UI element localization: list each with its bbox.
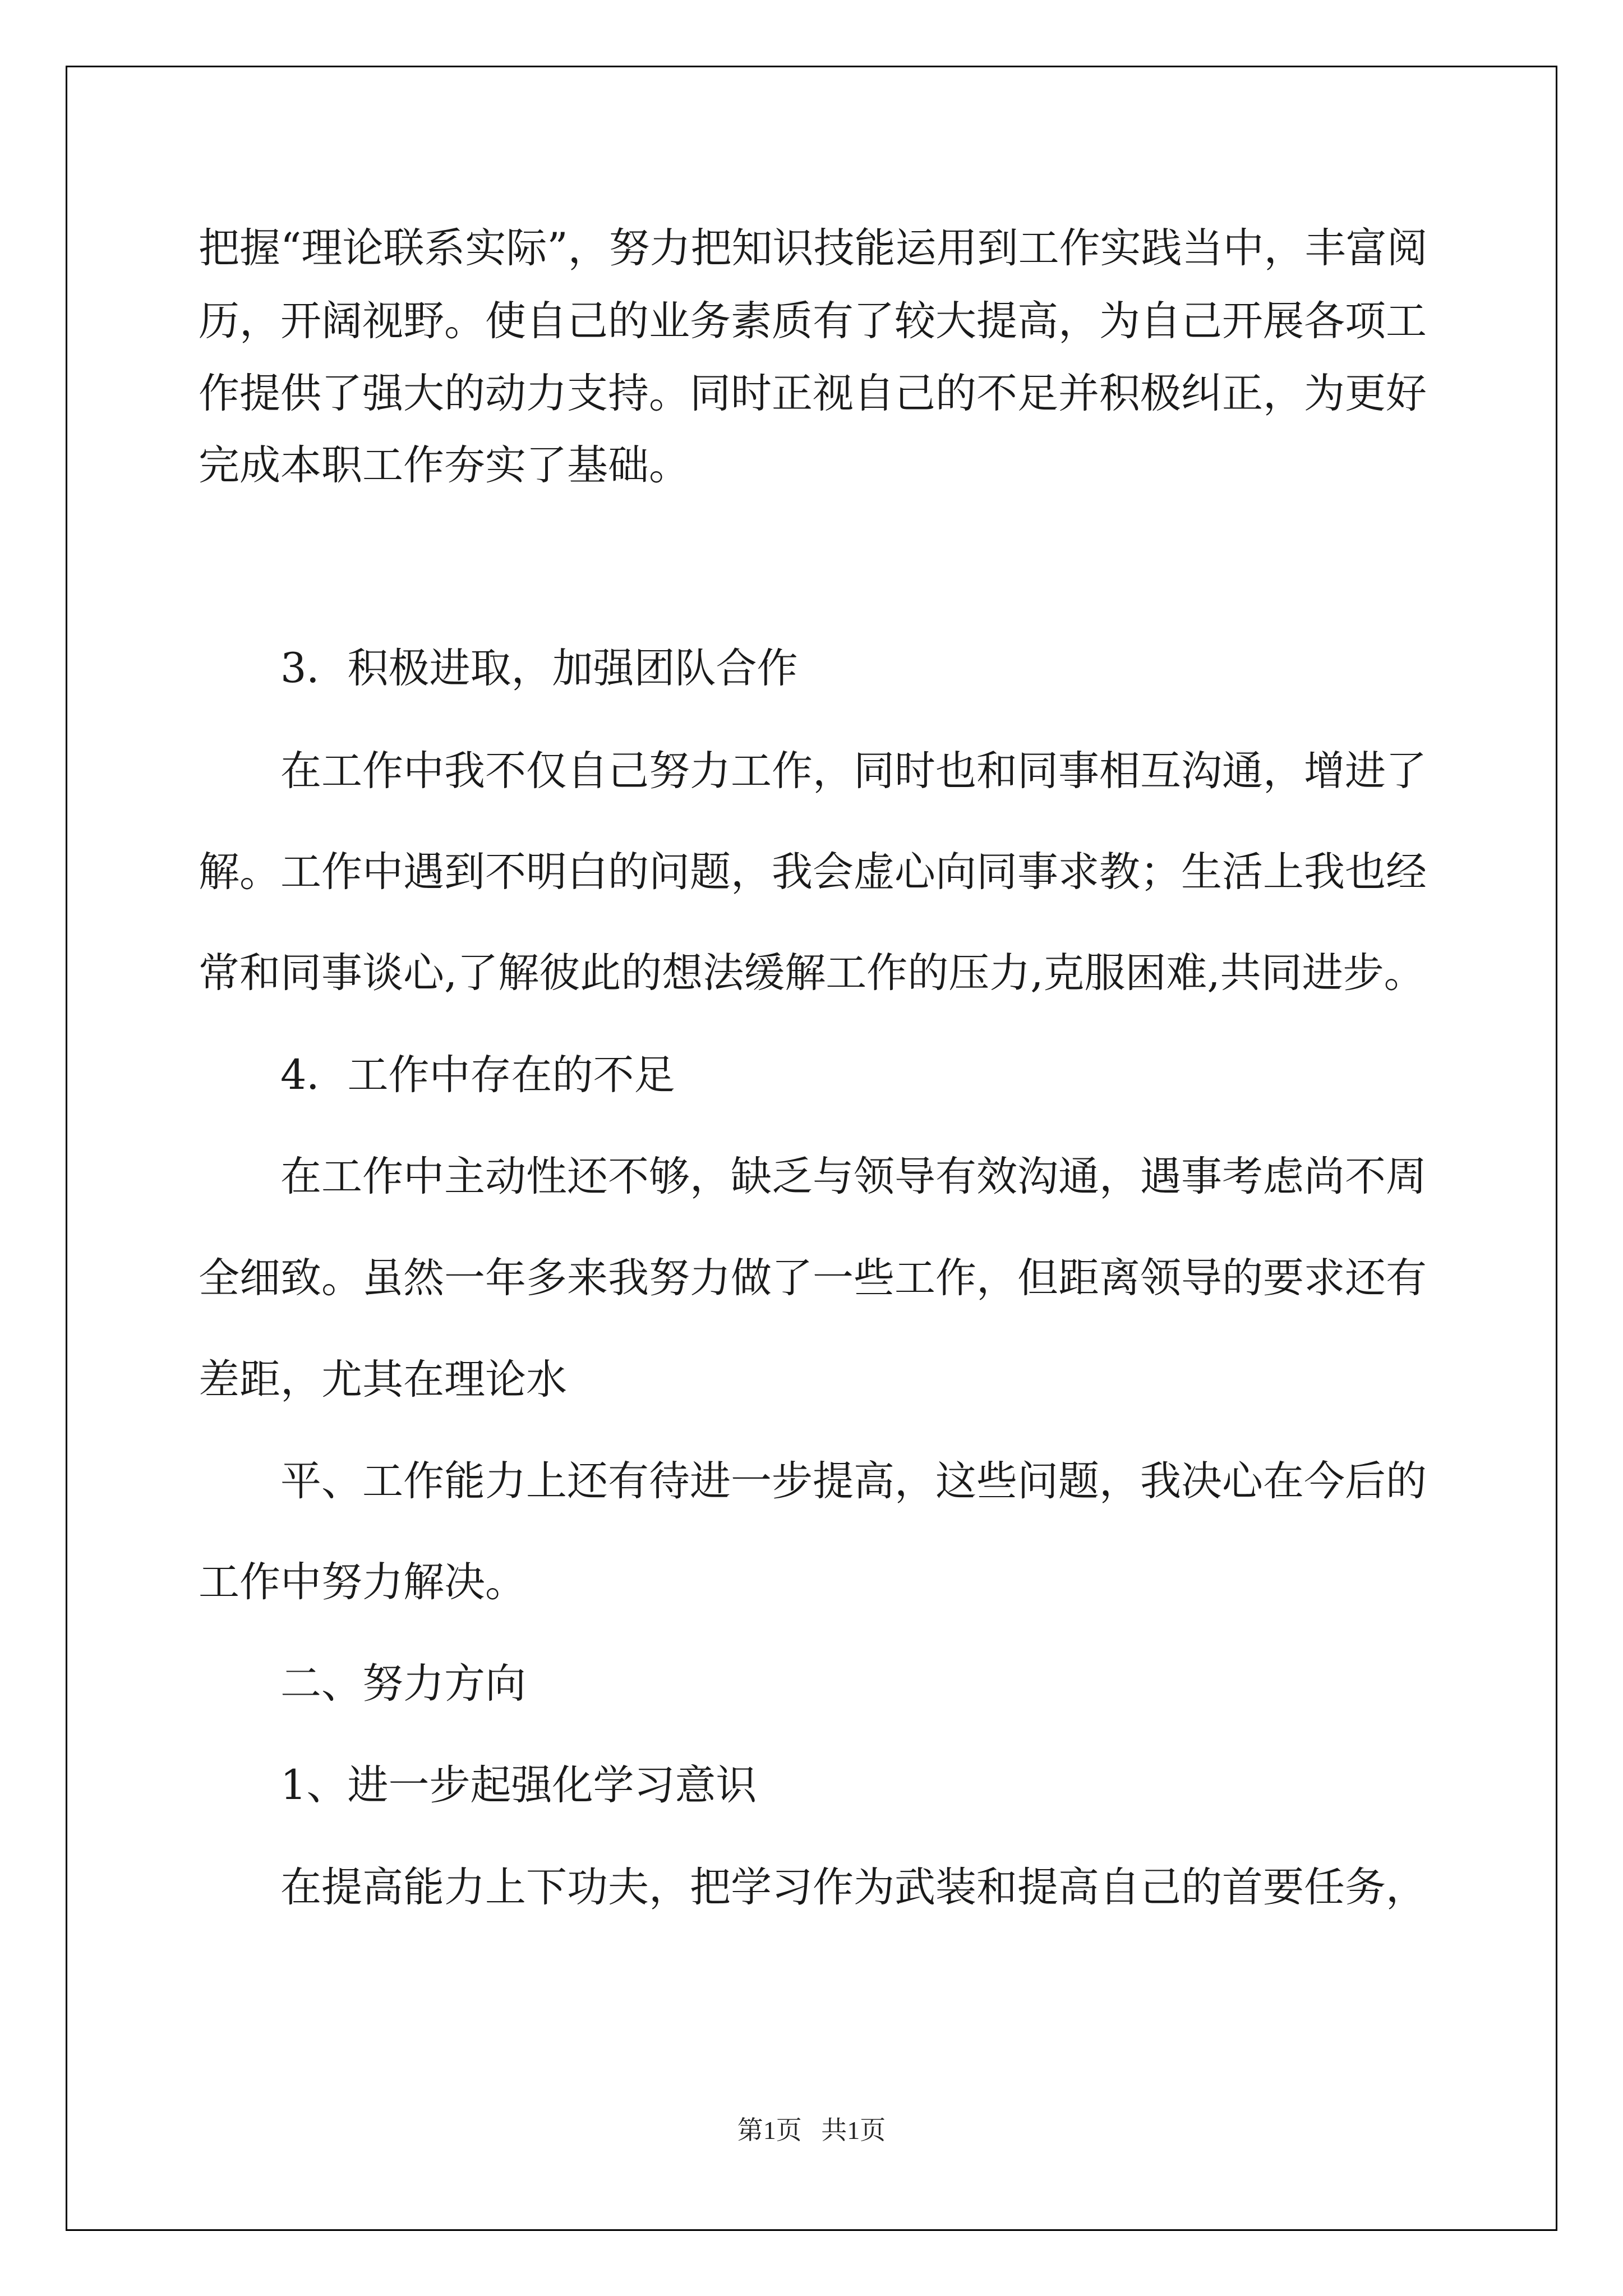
paragraph-line: 常和同事谈心,了解彼此的想法缓解工作的压力,克服困难,共同进步。 <box>199 949 1425 997</box>
paragraph-line: 全细致。虽然一年多来我努力做了一些工作，但距离领导的要求还有 <box>199 1254 1427 1302</box>
paragraph-line: 完成本职工作夯实了基础。 <box>199 441 690 489</box>
paragraph-line: 作提供了强大的动力支持。同时正视自己的不足并积极纠正，为更好 <box>199 370 1427 417</box>
paragraph-line: 解。工作中遇到不明白的问题，我会虚心向同事求教；生活上我也经 <box>199 848 1427 896</box>
paragraph-line: 在工作中我不仅自己努力工作，同时也和同事相互沟通，增进了 <box>280 747 1427 795</box>
paragraph-line: 在提高能力上下功夫，把学习作为武装和提高自己的首要任务， <box>280 1864 1427 1911</box>
section-heading: 4．工作中存在的不足 <box>280 1051 675 1099</box>
page-footer <box>0 2114 1623 2147</box>
page-number: 第1页 <box>737 2116 802 2145</box>
section-heading: 3．积极进取，加强团队合作 <box>280 645 798 692</box>
paragraph-line: 差距，尤其在理论水 <box>199 1356 567 1404</box>
section-heading: 1、进一步起强化学习意识 <box>280 1761 757 1809</box>
paragraph-line: 把握“理论联系实际”，努力把知识技能运用到工作实践当中，丰富阅 <box>199 224 1428 272</box>
paragraph-line: 平、工作能力上还有待进一步提高，这些问题，我决心在今后的 <box>280 1457 1427 1505</box>
paragraph-line: 历，开阔视野。使自己的业务素质有了较大提高，为自己开展各项工 <box>199 297 1427 345</box>
section-heading: 二、努力方向 <box>280 1660 526 1708</box>
page-total: 共1页 <box>821 2116 886 2145</box>
paragraph-line: 工作中努力解决。 <box>199 1558 526 1606</box>
paragraph-line: 在工作中主动性还不够，缺乏与领导有效沟通，遇事考虑尚不周 <box>280 1153 1427 1200</box>
